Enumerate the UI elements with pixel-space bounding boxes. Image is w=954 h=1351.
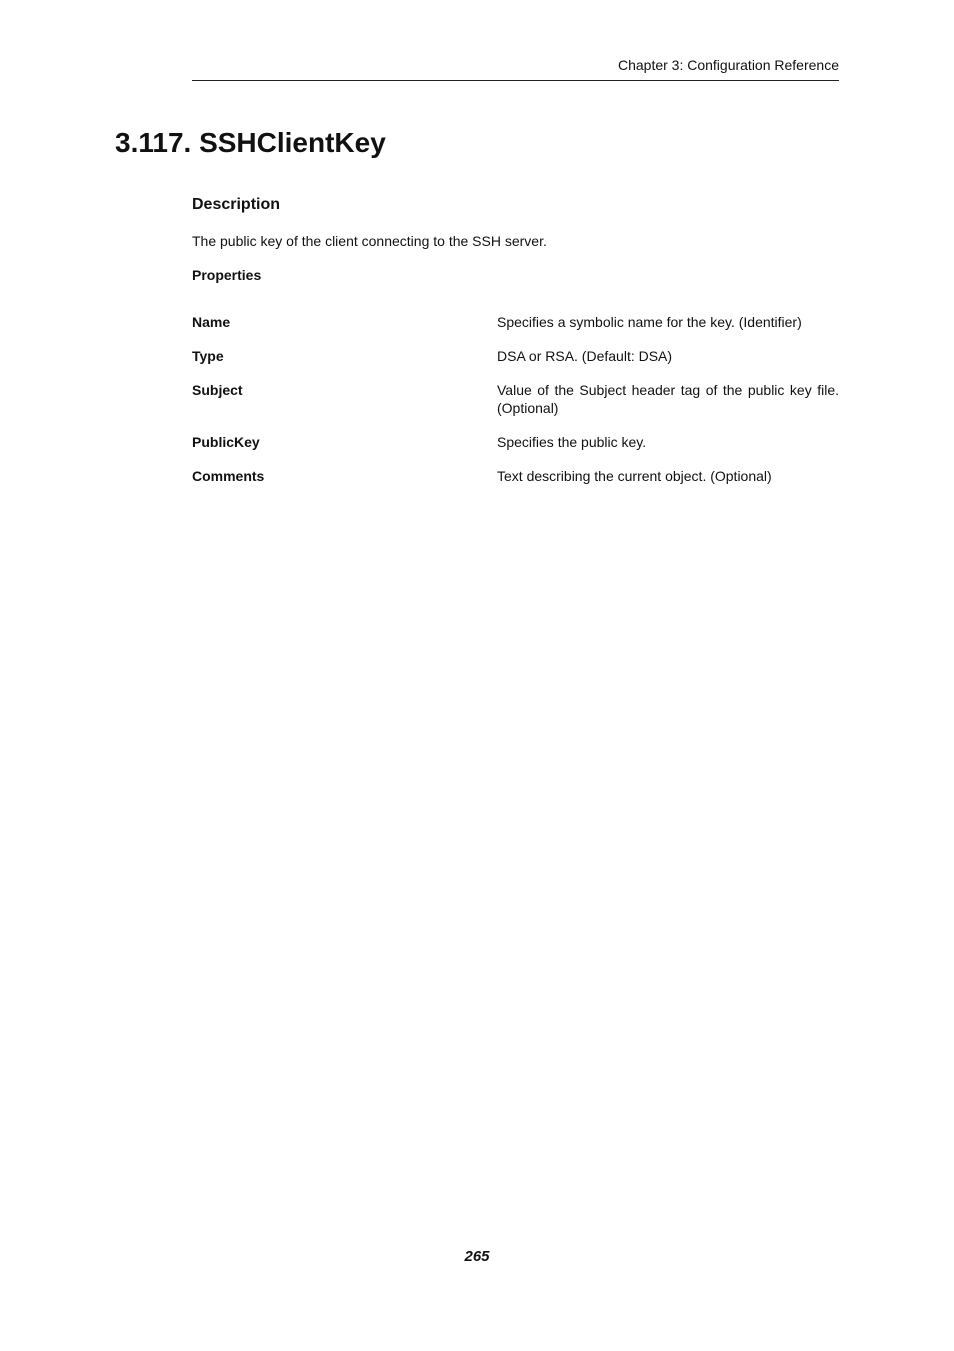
properties-heading: Properties	[192, 267, 262, 283]
property-name: PublicKey	[192, 434, 260, 450]
chapter-title: Chapter 3: Configuration Reference	[617, 57, 839, 73]
property-description: Specifies the public key.	[497, 434, 647, 450]
property-name: Type	[192, 348, 224, 364]
property-description: DSA or RSA. (Default: DSA)	[497, 348, 673, 364]
description-text: The public key of the client connecting to the SSH server.	[192, 233, 547, 249]
description-heading: Description	[192, 196, 281, 213]
property-name: Comments	[192, 468, 265, 484]
property-description: Text describing the current object. (Optional)	[497, 468, 772, 484]
property-name: Name	[192, 314, 231, 330]
property-description: Specifies a symbolic name for the key. (Identifier)	[497, 314, 802, 330]
running-header	[192, 55, 839, 81]
property-name: Subject	[192, 382, 243, 398]
property-description: Value of the Subject header tag of the public key file. (Optional)	[497, 382, 839, 416]
section-title: 3.117. SSHClientKey	[115, 127, 386, 158]
page-number: 265	[464, 1248, 490, 1265]
